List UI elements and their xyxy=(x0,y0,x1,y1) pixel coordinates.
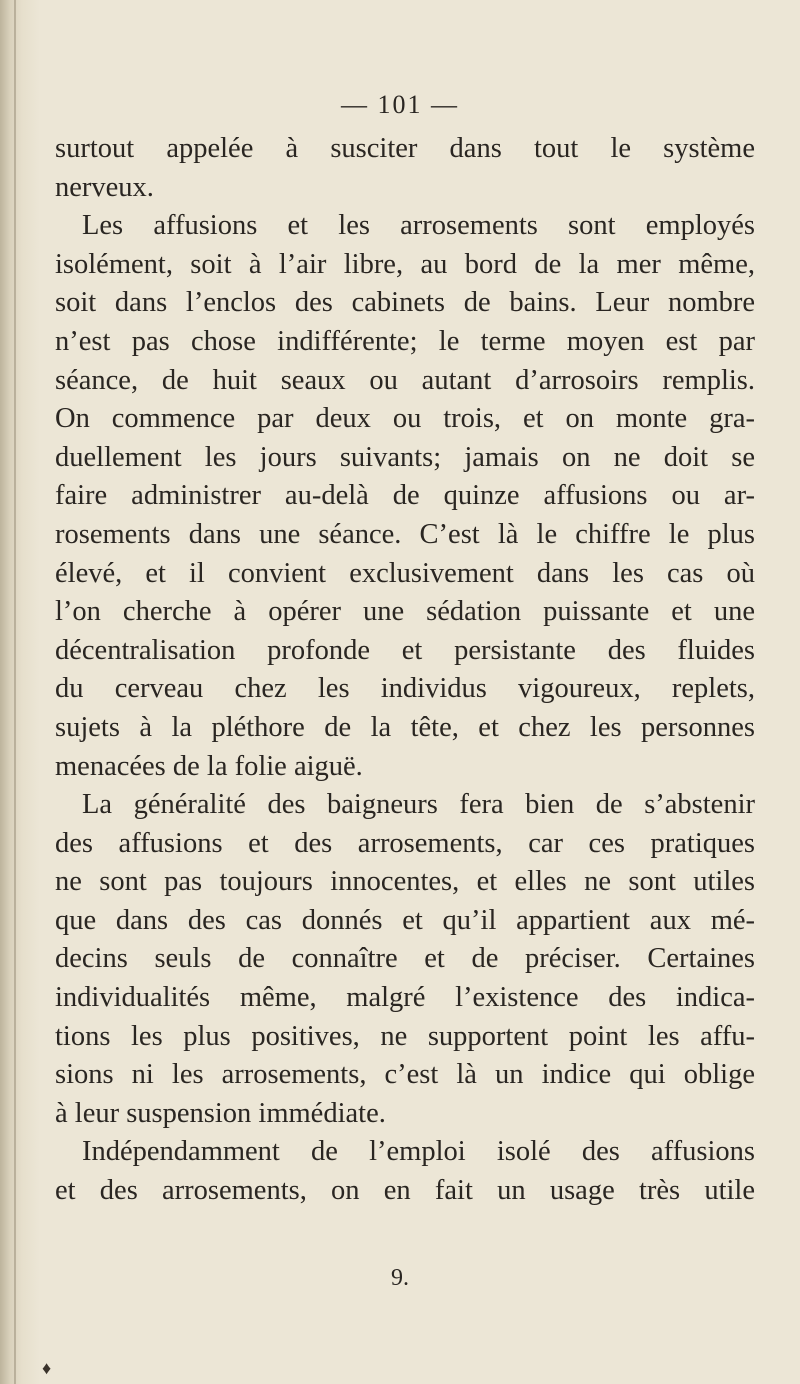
text-line: faire administrer au-delà de quinze affusions ou ar- xyxy=(55,480,755,512)
text-line: à leur suspension immédiate. xyxy=(55,1097,386,1129)
text-line: nerveux. xyxy=(55,171,154,203)
text-line: La généralité des baigneurs fera bien de s’abstenir xyxy=(82,789,755,821)
text-line: tions les plus positives, ne supportent point les affu- xyxy=(55,1020,755,1052)
text-line: individualités même, malgré l’existence des indica- xyxy=(55,982,755,1014)
text-line: et des arrosements, on en fait un usage très utile xyxy=(55,1175,755,1207)
text-line: des affusions et des arrosements, car ces pratiques xyxy=(55,827,755,859)
text-line: rosements dans une séance. C’est là le chiffre le plus xyxy=(55,518,755,550)
text-line: isolément, soit à l’air libre, au bord de la mer même, xyxy=(55,248,755,280)
text-line: ne sont pas toujours innocentes, et elles ne sont utiles xyxy=(55,866,755,898)
text-line: soit dans l’enclos des cabinets de bains. Leur nombre xyxy=(55,287,755,319)
text-line: Les affusions et les arrosements sont employés xyxy=(82,210,755,242)
text-line: On commence par deux ou trois, et on monte gra- xyxy=(55,403,755,435)
text-line: n’est pas chose indifférente; le terme moyen est par xyxy=(55,325,755,357)
text-line: sions ni les arrosements, c’est là un indice qui oblige xyxy=(55,1059,755,1091)
text-line: élevé, et il convient exclusivement dans les cas où xyxy=(55,557,755,589)
text-line: que dans des cas donnés et qu’il appartient aux mé- xyxy=(55,904,755,936)
binding-shadow-line xyxy=(14,0,16,1384)
text-line: l’on cherche à opérer une sédation puissante et une xyxy=(55,596,755,628)
book-binding-edge xyxy=(0,0,40,1384)
corner-ornament-mark: ♦ xyxy=(42,1358,52,1378)
text-line: sujets à la pléthore de la tête, et chez les personnes xyxy=(55,711,755,743)
text-line: decins seuls de connaître et de préciser. Certaines xyxy=(55,943,755,975)
signature-mark: 9. xyxy=(391,1265,409,1291)
body-text xyxy=(55,130,755,1211)
text-line: du cerveau chez les individus vigoureux, replets, xyxy=(55,673,755,705)
text-line: menacées de la folie aiguë. xyxy=(55,750,363,782)
page-number: — 101 — xyxy=(341,90,459,119)
text-line: décentralisation profonde et persistante des fluides xyxy=(55,634,755,666)
text-line: duellement les jours suivants; jamais on ne doit se xyxy=(55,441,755,473)
text-line: séance, de huit seaux ou autant d’arrosoirs remplis. xyxy=(55,364,755,396)
text-line: surtout appelée à susciter dans tout le système xyxy=(55,133,755,164)
text-line: Indépendamment de l’emploi isolé des affusions xyxy=(82,1136,755,1168)
